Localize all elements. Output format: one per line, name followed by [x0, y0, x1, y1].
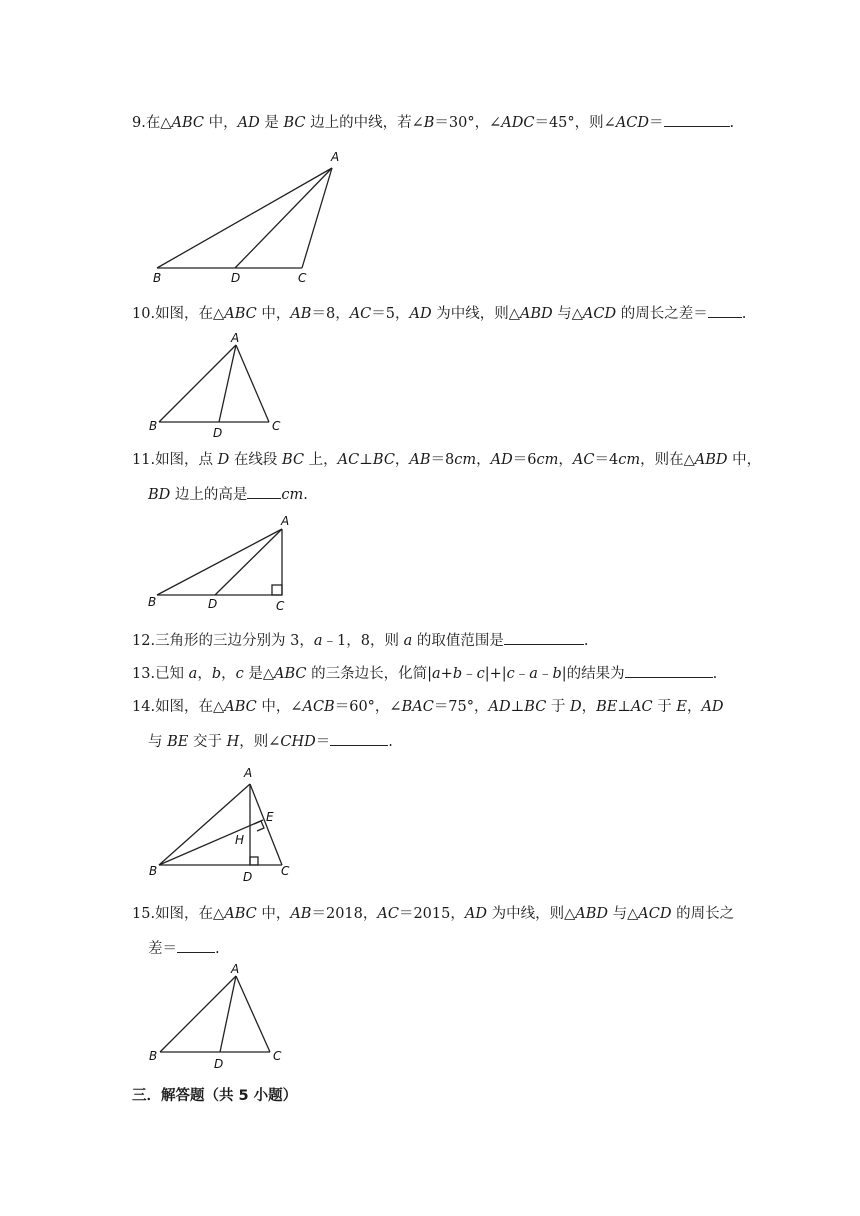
label-b: B	[149, 419, 158, 433]
question-15-line-2: 差＝ .	[148, 938, 220, 959]
label-d: D	[243, 870, 253, 884]
section-heading: 三．解答题（共 5 小题）	[132, 1088, 298, 1104]
question-12: 12.三角形的三边分别为 3，a﹣1，8，则 a 的取值范围是 .	[132, 630, 589, 651]
answer-blank[interactable]	[177, 938, 215, 953]
label-e: E	[266, 810, 274, 824]
question-14: 14.如图，在△ABC 中，∠ACB＝60°，∠BAC＝75°，AD⊥BC 于 D，BE⊥AC 于 E，AD	[132, 699, 724, 715]
question-11-line-2: BD 边上的高是 cm.	[148, 484, 308, 505]
right-angle-mark-e	[254, 821, 264, 831]
answer-blank[interactable]	[664, 112, 730, 127]
label-d: D	[231, 271, 241, 285]
segment-ab	[159, 345, 236, 422]
question-number: 9.	[132, 115, 146, 131]
label-d: D	[214, 1057, 224, 1071]
question-9: 9.在△ABC 中，AD 是 BC 边上的中线，若∠B＝30°，∠ADC＝45°，则∠ACD＝ .	[132, 112, 734, 133]
segment-ac	[236, 345, 269, 422]
label-b: B	[149, 1049, 158, 1063]
label-c: C	[298, 271, 307, 285]
segment-ad	[220, 976, 236, 1052]
answer-blank[interactable]	[247, 484, 281, 499]
figure-q9	[145, 145, 345, 290]
label-c: C	[276, 599, 285, 613]
label-c: C	[272, 419, 281, 433]
segment-ad	[219, 345, 236, 422]
label-d: D	[208, 597, 218, 611]
right-angle-mark	[272, 585, 282, 595]
question-14-line-2: 与 BE 交于 H，则∠CHD＝ .	[148, 731, 393, 752]
label-b: B	[153, 271, 162, 285]
figure-q10	[148, 330, 288, 440]
right-angle-mark-d	[250, 857, 258, 865]
label-c: C	[273, 1049, 282, 1063]
label-b: B	[148, 595, 157, 609]
segment-ab	[157, 168, 332, 268]
figure-q14	[145, 762, 305, 887]
question-15: 15.如图，在△ABC 中，AB＝2018，AC＝2015，AD 为中线，则△ABD 与△ACD 的周长之	[132, 906, 735, 922]
segment-ac	[250, 784, 282, 865]
label-a: A	[231, 331, 240, 345]
label-h: H	[235, 833, 245, 847]
segment-ab	[160, 976, 236, 1052]
question-13: 13.已知 a，b，c 是△ABC 的三条边长，化简|a+b﹣c|+|c﹣a﹣b|的结果为 .	[132, 663, 717, 684]
question-10: 10.如图，在△ABC 中，AB＝8，AC＝5，AD 为中线，则△ABD 与△ACD 的周长之差＝ .	[132, 303, 746, 324]
label-a: A	[281, 514, 290, 528]
question-11: 11.如图，点 D 在线段 BC 上，AC⊥BC，AB＝8cm，AD＝6cm，AC＝4cm，则在△ABD 中，	[132, 452, 762, 468]
answer-blank[interactable]	[625, 663, 713, 678]
segment-be	[159, 820, 263, 865]
answer-blank[interactable]	[504, 630, 584, 645]
segment-ab	[159, 784, 250, 865]
label-b: B	[149, 864, 158, 878]
segment-ac	[236, 976, 270, 1052]
label-a: A	[331, 150, 340, 164]
answer-blank[interactable]	[708, 303, 742, 318]
answer-blank[interactable]	[330, 731, 388, 746]
label-a: A	[231, 962, 240, 976]
segment-ab	[157, 529, 282, 595]
label-c: C	[281, 864, 290, 878]
figure-q11	[145, 512, 305, 617]
figure-q15	[148, 960, 288, 1072]
label-d: D	[213, 426, 223, 440]
label-a: A	[244, 766, 253, 780]
